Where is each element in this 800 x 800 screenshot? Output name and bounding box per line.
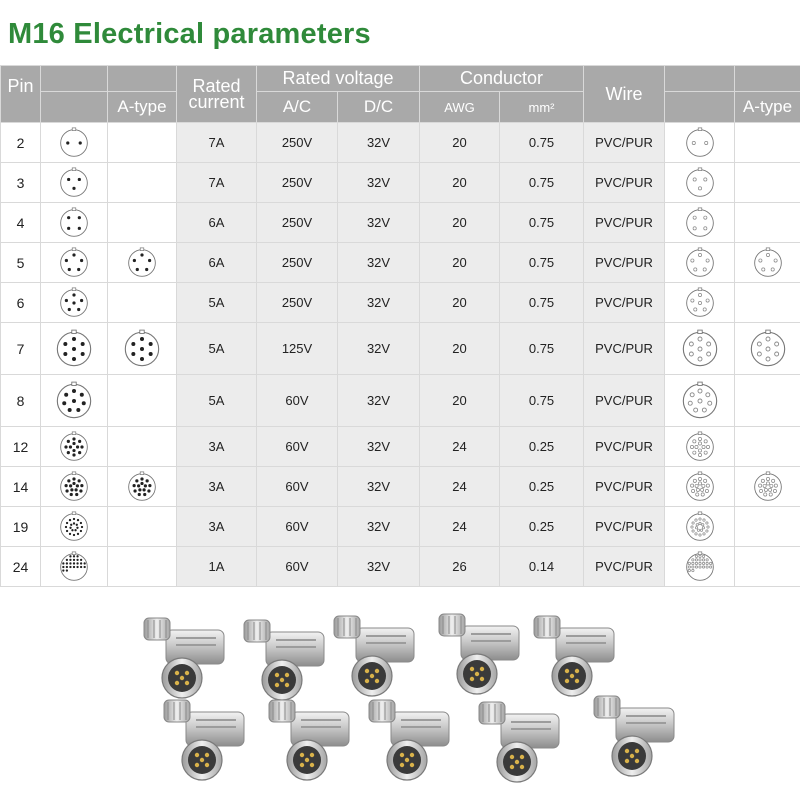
header-wire: Wire xyxy=(584,66,665,123)
male-pin-diagram-icon xyxy=(54,381,94,421)
cell-awg: 20 xyxy=(420,123,500,163)
cell-dc: 32V xyxy=(338,375,420,427)
table-header xyxy=(1,66,800,123)
female-pin-diagram-icon xyxy=(684,471,716,503)
cell-wire: PVC/PUR xyxy=(584,243,665,283)
cell-current: 5A xyxy=(177,375,257,427)
male-pin-diagram-icon xyxy=(58,247,90,279)
product-photo xyxy=(120,610,700,790)
cell-current: 3A xyxy=(177,467,257,507)
cell-female-diagram xyxy=(665,467,735,507)
cell-a-type-right xyxy=(735,547,800,587)
cell-dc: 32V xyxy=(338,427,420,467)
cell-dc: 32V xyxy=(338,547,420,587)
cell-pin: 2 xyxy=(1,123,41,163)
cell-awg: 20 xyxy=(420,203,500,243)
table-row xyxy=(1,283,800,323)
cell-a-type-left xyxy=(108,203,177,243)
cell-dc: 32V xyxy=(338,467,420,507)
page-title: M16 Electrical parameters xyxy=(8,18,371,50)
header-mm2: mm² xyxy=(500,92,584,123)
table-row xyxy=(1,203,800,243)
spec-table xyxy=(0,65,800,587)
cell-dc: 32V xyxy=(338,507,420,547)
header-rated-voltage: Rated voltage xyxy=(257,66,420,92)
cell-pin: 3 xyxy=(1,163,41,203)
cell-pin: 4 xyxy=(1,203,41,243)
cell-a-type-left xyxy=(108,375,177,427)
cell-a-type-left xyxy=(108,123,177,163)
cell-current: 5A xyxy=(177,323,257,375)
a-type-male-diagram-icon xyxy=(126,247,158,279)
cell-female-diagram xyxy=(665,243,735,283)
cell-a-type-left xyxy=(108,427,177,467)
cell-awg: 20 xyxy=(420,283,500,323)
cell-mm2: 0.75 xyxy=(500,283,584,323)
header-a-type-right: A-type xyxy=(735,92,800,123)
cell-current: 3A xyxy=(177,507,257,547)
female-pin-diagram-icon xyxy=(680,329,720,369)
table-body xyxy=(1,123,800,587)
cell-awg: 26 xyxy=(420,547,500,587)
cell-male-diagram xyxy=(41,203,108,243)
cell-male-diagram xyxy=(41,467,108,507)
cell-a-type-right xyxy=(735,507,800,547)
cell-a-type-right xyxy=(735,375,800,427)
cell-a-type-left xyxy=(108,163,177,203)
cell-mm2: 0.75 xyxy=(500,123,584,163)
cell-wire: PVC/PUR xyxy=(584,323,665,375)
female-pin-diagram-icon xyxy=(684,207,716,239)
cell-a-type-right xyxy=(735,467,800,507)
cell-dc: 32V xyxy=(338,163,420,203)
male-pin-diagram-icon xyxy=(58,287,90,319)
female-pin-diagram-icon xyxy=(684,431,716,463)
header-diagram-left xyxy=(41,92,108,123)
male-pin-diagram-icon xyxy=(58,207,90,239)
header-a-type-left: A-type xyxy=(108,92,177,123)
cell-current: 5A xyxy=(177,283,257,323)
male-pin-diagram-icon xyxy=(58,551,90,583)
cell-pin: 19 xyxy=(1,507,41,547)
table-row xyxy=(1,507,800,547)
cell-mm2: 0.75 xyxy=(500,323,584,375)
cell-awg: 20 xyxy=(420,375,500,427)
cell-wire: PVC/PUR xyxy=(584,547,665,587)
header-rated-current-line2: current xyxy=(188,92,245,112)
cell-male-diagram xyxy=(41,163,108,203)
cell-wire: PVC/PUR xyxy=(584,427,665,467)
cell-ac: 250V xyxy=(257,283,338,323)
cell-awg: 24 xyxy=(420,507,500,547)
cell-a-type-right xyxy=(735,427,800,467)
cell-wire: PVC/PUR xyxy=(584,123,665,163)
cell-ac: 60V xyxy=(257,375,338,427)
table-row xyxy=(1,547,800,587)
table-row xyxy=(1,375,800,427)
cell-current: 6A xyxy=(177,203,257,243)
female-pin-diagram-icon xyxy=(680,381,720,421)
a-type-male-diagram-icon xyxy=(126,471,158,503)
cell-wire: PVC/PUR xyxy=(584,203,665,243)
cell-male-diagram xyxy=(41,375,108,427)
table-row xyxy=(1,427,800,467)
cell-male-diagram xyxy=(41,123,108,163)
cell-a-type-left xyxy=(108,547,177,587)
female-pin-diagram-icon xyxy=(684,127,716,159)
cell-current: 7A xyxy=(177,123,257,163)
male-pin-diagram-icon xyxy=(58,471,90,503)
cell-wire: PVC/PUR xyxy=(584,467,665,507)
header-conductor: Conductor xyxy=(420,66,584,92)
cell-ac: 250V xyxy=(257,123,338,163)
cell-female-diagram xyxy=(665,507,735,547)
cell-mm2: 0.75 xyxy=(500,375,584,427)
cell-pin: 12 xyxy=(1,427,41,467)
female-pin-diagram-icon xyxy=(684,551,716,583)
male-pin-diagram-icon xyxy=(58,127,90,159)
cell-female-diagram xyxy=(665,375,735,427)
cell-dc: 32V xyxy=(338,323,420,375)
male-pin-diagram-icon xyxy=(58,167,90,199)
cell-awg: 20 xyxy=(420,323,500,375)
header-dc: D/C xyxy=(338,92,420,123)
cell-mm2: 0.14 xyxy=(500,547,584,587)
cell-a-type-right xyxy=(735,163,800,203)
cell-a-type-left xyxy=(108,283,177,323)
header-diagram-right xyxy=(665,92,735,123)
cell-male-diagram xyxy=(41,547,108,587)
cell-female-diagram xyxy=(665,123,735,163)
cell-a-type-left xyxy=(108,323,177,375)
cell-current: 1A xyxy=(177,547,257,587)
cell-a-type-right xyxy=(735,283,800,323)
cell-wire: PVC/PUR xyxy=(584,163,665,203)
female-pin-diagram-icon xyxy=(684,167,716,199)
cell-pin: 8 xyxy=(1,375,41,427)
cell-mm2: 0.25 xyxy=(500,427,584,467)
a-type-female-diagram-icon xyxy=(748,329,788,369)
cell-a-type-right xyxy=(735,203,800,243)
table-row xyxy=(1,323,800,375)
cell-male-diagram xyxy=(41,323,108,375)
cell-male-diagram xyxy=(41,507,108,547)
female-pin-diagram-icon xyxy=(684,511,716,543)
cell-wire: PVC/PUR xyxy=(584,375,665,427)
header-blank-right-2 xyxy=(735,66,800,92)
cell-male-diagram xyxy=(41,243,108,283)
cell-mm2: 0.75 xyxy=(500,163,584,203)
cell-male-diagram xyxy=(41,283,108,323)
cell-current: 7A xyxy=(177,163,257,203)
cell-mm2: 0.75 xyxy=(500,203,584,243)
a-type-male-diagram-icon xyxy=(122,329,162,369)
cell-ac: 250V xyxy=(257,203,338,243)
cell-male-diagram xyxy=(41,427,108,467)
cell-ac: 60V xyxy=(257,467,338,507)
cell-ac: 125V xyxy=(257,323,338,375)
cell-female-diagram xyxy=(665,427,735,467)
cell-ac: 250V xyxy=(257,163,338,203)
header-ac: A/C xyxy=(257,92,338,123)
table-row xyxy=(1,467,800,507)
male-pin-diagram-icon xyxy=(58,431,90,463)
female-pin-diagram-icon xyxy=(684,247,716,279)
cell-female-diagram xyxy=(665,163,735,203)
female-pin-diagram-icon xyxy=(684,287,716,319)
cell-female-diagram xyxy=(665,203,735,243)
cell-pin: 7 xyxy=(1,323,41,375)
cell-female-diagram xyxy=(665,323,735,375)
header-rated-current-line1: Rated xyxy=(192,76,241,96)
cell-female-diagram xyxy=(665,547,735,587)
cell-a-type-left xyxy=(108,243,177,283)
cell-a-type-right xyxy=(735,243,800,283)
header-pin: Pin xyxy=(1,66,41,123)
cell-a-type-right xyxy=(735,323,800,375)
a-type-female-diagram-icon xyxy=(752,247,784,279)
cell-wire: PVC/PUR xyxy=(584,507,665,547)
cell-mm2: 0.75 xyxy=(500,243,584,283)
table-row xyxy=(1,123,800,163)
cell-pin: 5 xyxy=(1,243,41,283)
cell-female-diagram xyxy=(665,283,735,323)
cell-mm2: 0.25 xyxy=(500,467,584,507)
cell-awg: 20 xyxy=(420,243,500,283)
a-type-female-diagram-icon xyxy=(752,471,784,503)
cell-current: 6A xyxy=(177,243,257,283)
header-blank-left-2 xyxy=(108,66,177,92)
cell-mm2: 0.25 xyxy=(500,507,584,547)
cell-a-type-left xyxy=(108,467,177,507)
cell-current: 3A xyxy=(177,427,257,467)
male-pin-diagram-icon xyxy=(54,329,94,369)
cell-pin: 24 xyxy=(1,547,41,587)
cell-wire: PVC/PUR xyxy=(584,283,665,323)
cell-dc: 32V xyxy=(338,243,420,283)
cell-awg: 20 xyxy=(420,163,500,203)
header-blank-right xyxy=(665,66,735,92)
table-row xyxy=(1,163,800,203)
male-pin-diagram-icon xyxy=(58,511,90,543)
cell-awg: 24 xyxy=(420,467,500,507)
cell-dc: 32V xyxy=(338,203,420,243)
header-rated-current xyxy=(177,66,257,123)
cell-dc: 32V xyxy=(338,123,420,163)
header-blank-left xyxy=(41,66,108,92)
cell-ac: 60V xyxy=(257,427,338,467)
table-row xyxy=(1,243,800,283)
cell-a-type-right xyxy=(735,123,800,163)
cell-pin: 14 xyxy=(1,467,41,507)
cell-awg: 24 xyxy=(420,427,500,467)
cell-a-type-left xyxy=(108,507,177,547)
header-awg: AWG xyxy=(420,92,500,123)
cell-ac: 60V xyxy=(257,507,338,547)
cell-ac: 250V xyxy=(257,243,338,283)
cell-ac: 60V xyxy=(257,547,338,587)
cell-pin: 6 xyxy=(1,283,41,323)
cell-dc: 32V xyxy=(338,283,420,323)
